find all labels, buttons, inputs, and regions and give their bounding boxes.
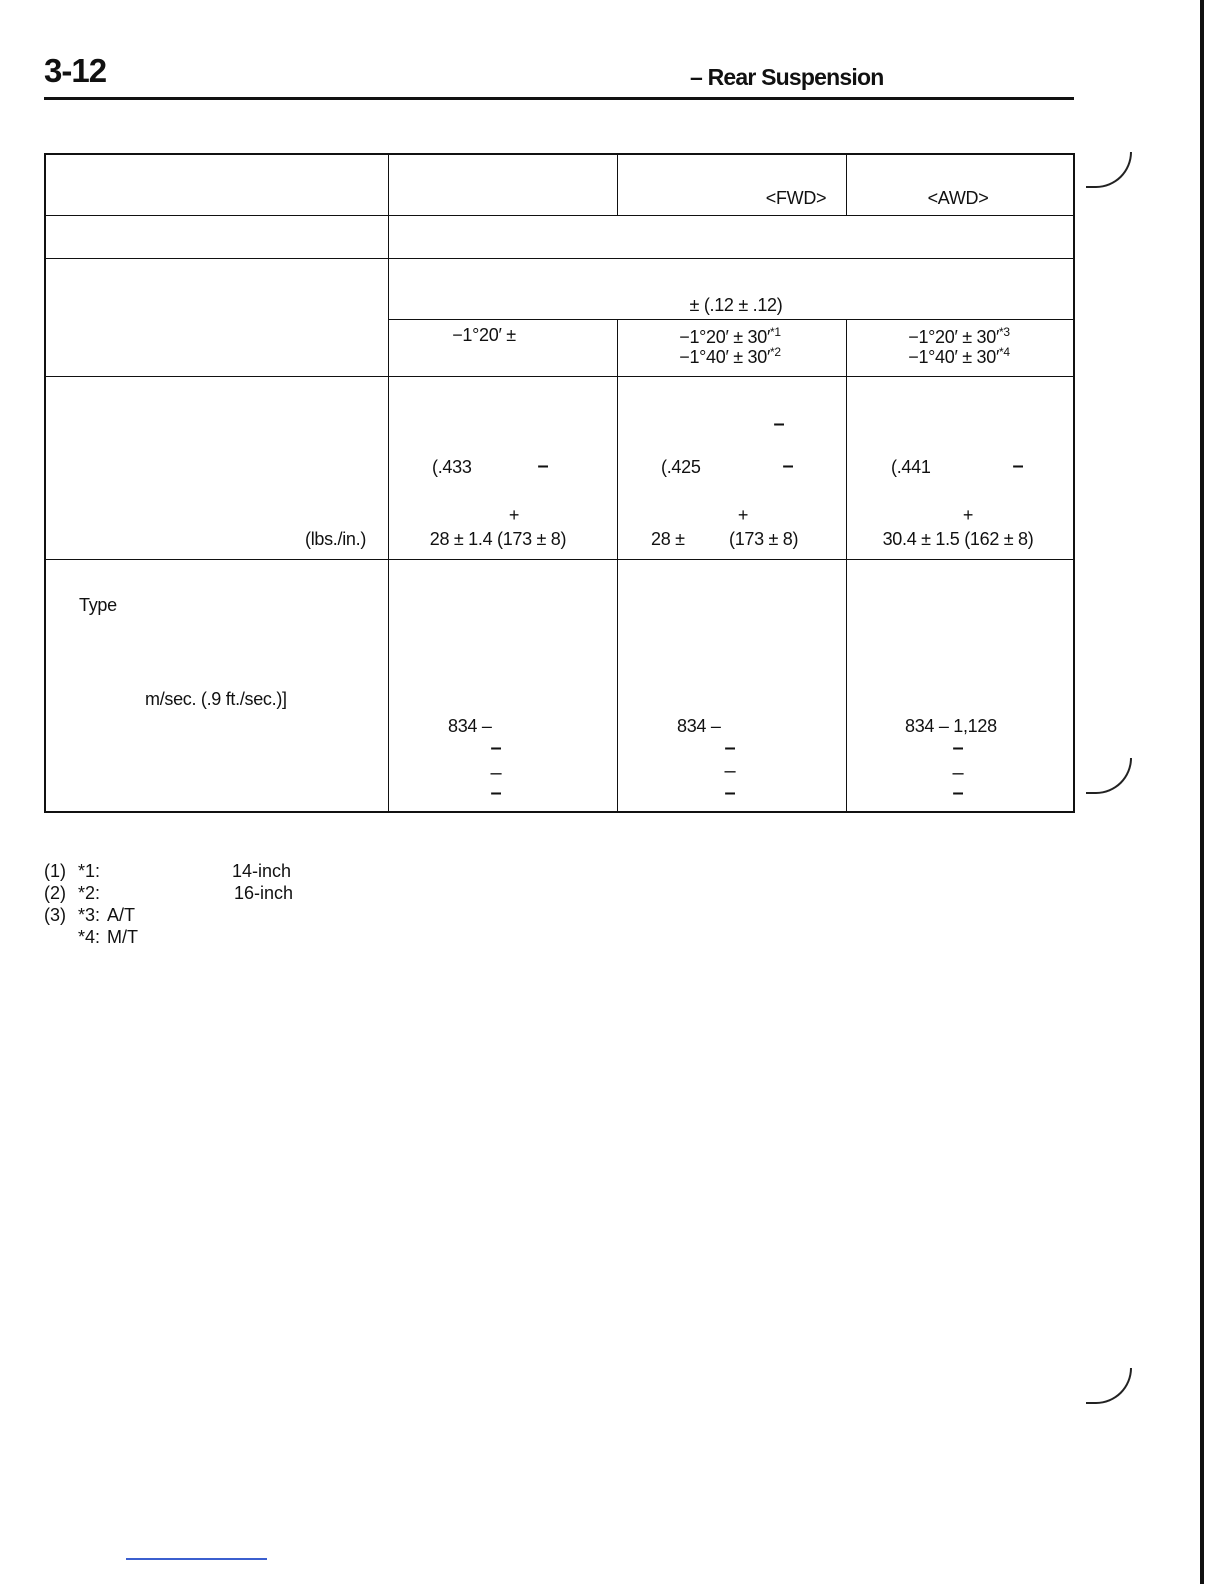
- spring-col1-plus: +: [508, 505, 520, 525]
- spring-col1-rate: 28 ± 1.4 (173 ± 8): [429, 529, 567, 549]
- shock-col1-force: 834 –: [448, 716, 492, 736]
- camber-col2-line2: $-1^\circ 40' \pm 30'^{*2}$: [679, 345, 781, 367]
- page-edge: [1200, 0, 1204, 1584]
- row-divider: [46, 215, 1073, 216]
- shock-col3-force: 834 – 1,128: [905, 716, 997, 736]
- shock-speed-label: m/sec. (.9 ft./sec.)]: [145, 689, 287, 709]
- camber-col1: −1°20′ ±: [452, 325, 516, 345]
- row-divider: [388, 319, 1073, 320]
- footer-link-underline: [126, 1558, 267, 1560]
- shock-col2-dash: –: [724, 737, 736, 759]
- page-number: 3-12: [44, 52, 107, 89]
- section-title: – Rear Suspension: [690, 64, 884, 90]
- camber-col3-line1: $-1^\circ 20' \pm 30'^{*3}$: [908, 325, 1010, 347]
- camber-col2-line1: $-1^\circ 20' \pm 30'^{*1}$: [679, 325, 781, 347]
- spring-col2-diameter: (.425: [661, 457, 701, 477]
- spring-rate-unit: (lbs./in.): [305, 529, 367, 549]
- spring-col3-rate: 30.4 ± 1.5 (162 ± 8): [882, 529, 1034, 549]
- spring-col2-dash: –: [782, 455, 794, 477]
- shock-col3-dash: –: [952, 762, 964, 784]
- shock-col3-dash: –: [952, 737, 964, 759]
- spring-col3-plus: +: [962, 505, 974, 525]
- binder-hole-mark: [1086, 1368, 1132, 1404]
- shock-col3-dash: –: [952, 782, 964, 804]
- spring-col1-dash: –: [537, 455, 549, 477]
- shock-col2-force: 834 –: [677, 716, 721, 736]
- awd-header: <AWD>: [927, 188, 989, 208]
- column-divider: [846, 319, 847, 811]
- shock-col1-dash: –: [490, 782, 502, 804]
- row-divider: [46, 258, 1073, 259]
- row-divider: [46, 376, 1073, 377]
- spring-col2-rate-b: (173 ± 8): [729, 529, 799, 549]
- spring-col3-diameter: (.441: [891, 457, 931, 477]
- binder-hole-mark: [1086, 152, 1132, 188]
- spring-col2-dash: –: [773, 413, 785, 435]
- spring-col2-rate-a: 28 ±: [651, 529, 685, 549]
- column-divider: [617, 155, 618, 215]
- camber-col3-line2: $-1^\circ 40' \pm 30'^{*4}$: [908, 345, 1010, 367]
- column-divider: [617, 319, 618, 811]
- row-divider: [46, 559, 1073, 560]
- spring-col3-dash: –: [1012, 455, 1024, 477]
- spring-col1-diameter: (.433: [432, 457, 472, 477]
- column-divider: [388, 155, 389, 811]
- shock-col1-dash: –: [490, 762, 502, 784]
- shock-col1-dash: –: [490, 737, 502, 759]
- shock-type-label: Type: [79, 595, 117, 615]
- toe-value: ± (.12 ± .12): [689, 295, 783, 315]
- spec-table: [44, 153, 1075, 813]
- shock-col2-dash: –: [724, 782, 736, 804]
- fwd-header: <FWD>: [765, 188, 827, 208]
- column-divider: [846, 155, 847, 215]
- spring-col2-plus: +: [737, 505, 749, 525]
- binder-hole-mark: [1086, 758, 1132, 794]
- shock-col2-dash: –: [724, 760, 736, 782]
- header-rule: [44, 97, 1074, 100]
